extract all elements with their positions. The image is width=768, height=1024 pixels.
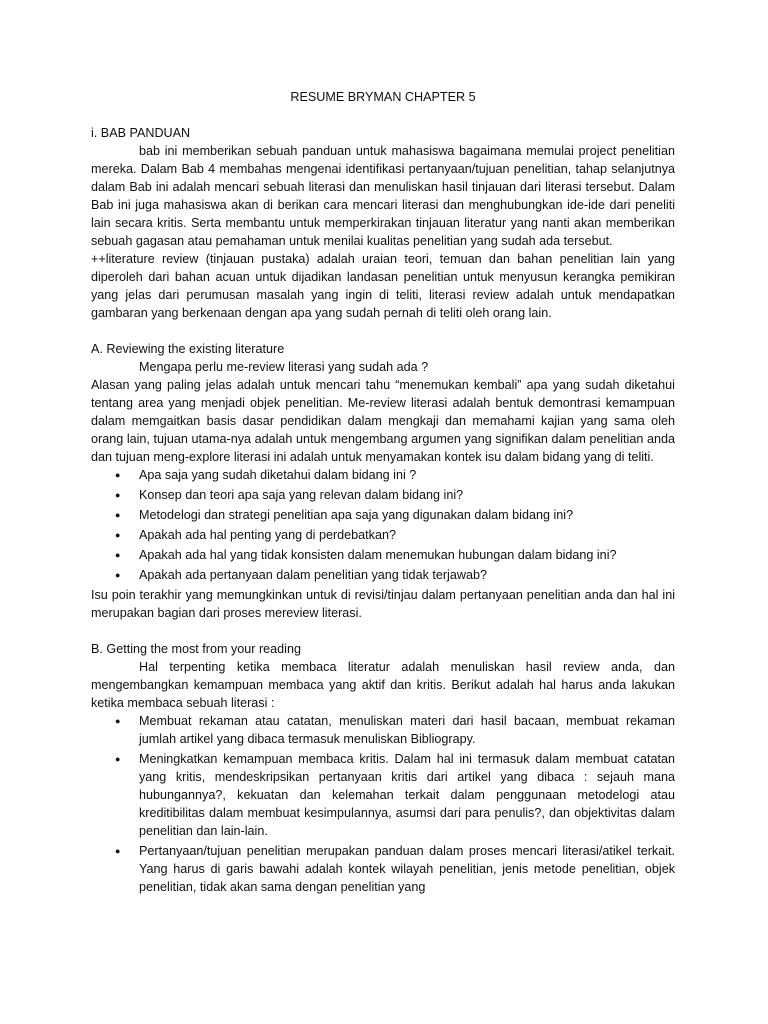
section-a-question: Mengapa perlu me-review literasi yang sudah ada ? [139, 360, 429, 374]
section-a-bullet-list [91, 466, 675, 584]
list-item: ● Konsep dan teori apa saja yang relevan dalam bidang ini? [91, 486, 675, 504]
list-item: ● Apakah ada hal penting yang di perdebatkan? [91, 526, 675, 544]
list-item: ● Apakah ada hal yang tidak konsisten dalam menemukan hubungan dalam bidang ini? [91, 546, 675, 564]
section-i-paragraph-1: bab ini memberikan sebuah panduan untuk mahasiswa bagaimana memulai project penelitian mereka. Dalam Bab 4 membahas mengenai identifikasi pertanyaan/tujuan penelitian, tahap selanjutnya dalam Bab ini adalah mencari sebuah literasi dan menuliskan hasil tinjauan dari literasi tersebut. Dalam Bab ini juga mahasiswa akan di berikan cara mencari literasi dan menghubungkan ide-ide dari peneliti lain secara kritis. Serta membantu untuk memperkirakan tinjauan literatur yang nanti akan memberikan sebuah gagasan atau pemahaman untuk menilai kualitas penelitian yang sudah ada tersebut. [91, 144, 675, 248]
list-item: ● Metodelogi dan strategi penelitian apa saja yang digunakan dalam bidang ini? [91, 506, 675, 524]
section-a-closing: Isu poin terakhir yang memungkinkan untuk di revisi/tinjau dalam pertanyaan penelitian anda dan hal ini merupakan bagian dari proses mereview literasi. [91, 588, 675, 620]
spacer [91, 622, 675, 640]
spacer [91, 322, 675, 340]
spacer [91, 106, 675, 124]
list-item: ● Apa saja yang sudah diketahui dalam bidang ini ? [91, 466, 675, 484]
section-i-paragraph-2: ++literature review (tinjauan pustaka) adalah uraian teori, temuan dan bahan penelitian lain yang diperoleh dari bahan acuan untuk dijadikan landasan penelitian untuk menyusun kerangka pemikiran yang jelas dari perumusan masalah yang ingin di teliti, literasi review adalah untuk mendapatkan gambaran yang berkenaan dengan apa yang sudah pernah di teliti oleh orang lain. [91, 252, 675, 320]
section-b-heading: B. Getting the most from your reading [91, 642, 301, 656]
list-item: ● Pertanyaan/tujuan penelitian merupakan panduan dalam proses mencari literasi/atikel terkait. Yang harus di garis bawahi adalah kontek wilayah penelitian, jenis metode penelitian, objek penelitian, tidak akan sama dengan penelitian yang [91, 842, 675, 896]
section-a-heading: A. Reviewing the existing literature [91, 342, 285, 356]
section-b-paragraph: Hal terpenting ketika membaca literatur adalah menuliskan hasil review anda, dan mengembangkan kemampuan membaca yang aktif dan kritis. Berikut adalah hal harus anda lakukan ketika membaca sebuah literasi : [91, 660, 675, 710]
section-i-heading: i. BAB PANDUAN [91, 126, 191, 140]
document-body [91, 88, 675, 898]
list-item: ● Membuat rekaman atau catatan, menuliskan materi dari hasil bacaan, membuat rekaman jumlah artikel yang dibaca termasuk menuliskan Bibliograpy. [91, 712, 675, 748]
section-b-bullet-list [91, 712, 675, 896]
section-a-paragraph: Alasan yang paling jelas adalah untuk mencari tahu “menemukan kembali” apa yang sudah diketahui tentang area yang menjadi objek penelitian. Me-review literasi adalah bentuk demontrasi kemampuan dalam memgaitkan basis dasar pendidikan dalam mengkaji dan memahami kajian yang sama oleh orang lain, tujuan utama-nya adalah untuk mengembang argumen yang signifikan dalam penelitian anda dan tujuan meng-explore literasi ini adalah untuk menyamakan kontek isu dalam bidang yang di teliti. [91, 378, 675, 464]
document-title: RESUME BRYMAN CHAPTER 5 [290, 90, 476, 104]
list-item: ● Meningkatkan kemampuan membaca kritis. Dalam hal ini termasuk dalam membuat catatan yang kritis, mendeskripsikan pertanyaan kritis dari artikel yang dibaca : sejauh mana hubungannya?, kekuatan dan kelemahan terkait dalam penggunaan metodelogi atau kreditibilitas dalam membuat kesimpulannya, asumsi dari para penulis?, dan objektivitas dalam penelitian dan lain-lain. [91, 750, 675, 840]
list-item: ● Apakah ada pertanyaan dalam penelitian yang tidak terjawab? [91, 566, 675, 584]
